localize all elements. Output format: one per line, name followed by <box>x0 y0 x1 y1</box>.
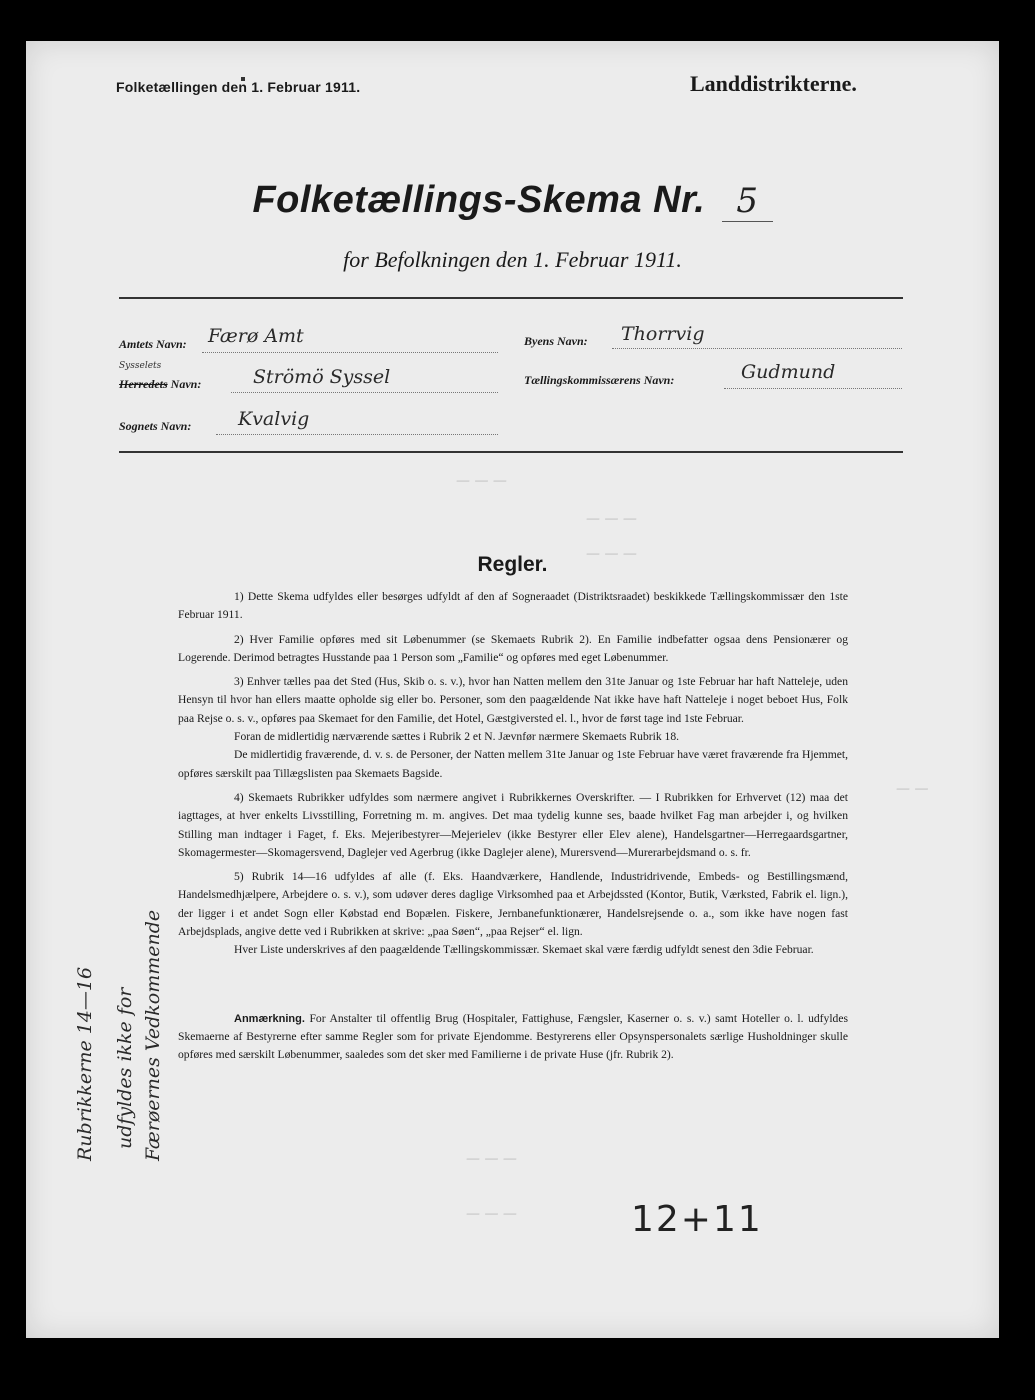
census-form-page <box>26 41 999 1338</box>
bleed-through-mark: — — — <box>586 511 637 527</box>
by-line <box>612 347 902 349</box>
form-title <box>26 179 999 222</box>
bleed-through-mark: — — — <box>466 1151 517 1167</box>
amt-label: Amtets Navn: <box>119 337 187 351</box>
remark-paragraph <box>178 1010 848 1065</box>
rule-paragraph: 2) Hver Familie opføres med sit Løbenummer (se Skemaets Rubrik 2). En Familie indbefatter ogsaa dens Pensionærer og Logerende. Derimod betragtes Husstande paa 1 Person som „Familie“ og opføres med eget Løbenummer. <box>178 632 848 664</box>
remark-label: Anmærkning. <box>234 1012 305 1025</box>
bleed-through-mark: — — — <box>466 1206 517 1222</box>
form-subtitle: for Befolkningen den 1. Februar 1911. <box>343 247 682 272</box>
person-count-note: 12+11 <box>631 1199 763 1240</box>
divider-top <box>119 297 903 299</box>
amt-value: Færø Amt <box>208 325 304 347</box>
bleed-through-mark: — — <box>896 781 929 797</box>
herred-inserted-label: Sysselets <box>119 361 162 371</box>
rule-paragraph: 4) Skemaets Rubrikker udfyldes som nærmere angivet i Rubrikkernes Overskrifter. — I Rubrikken for Erhvervet (12) maa det iagttages, at hver enkelts Livsstilling, Forretning m. m. angives. Det maa tydelig kunne ses, baade hvilket Fag man arbejder i, og hvilken Stilling man indtager i Faget, f. Eks. Mejeribestyrer—Mejerielev (ikke Bestyrer eller Elev alene), Handelsgartner—Herregaardsgartner, Skomagermester—Skomagersvend, Daglejer ved Agerbrug (ikke Daglejer alene), Murersvend—Murerarbejdsmand o. s. fr. <box>178 790 848 859</box>
rule-paragraph: De midlertidig fraværende, d. v. s. de Personer, der Natten mellem 31te Januar og 1ste Februar have været fraværende fra Hjemmet, opføres særskilt paa Tillægslisten paa Skemaets Bagside. <box>178 748 848 780</box>
herred-struck-label: Herredets <box>119 377 168 391</box>
sogn-label: Sognets Navn: <box>119 419 192 433</box>
kommissaer-value: Gudmund <box>741 361 836 383</box>
remark-text: For Anstalter til offentlig Brug (Hospitaler, Fattighuse, Fængsler, Kaserner o. s. v.) samt Hoteller o. l. udfyldes Skemaerne af Bestyrerne efter samme Regler som for private Ejendomme. Bestyrerens eller Opsynspersonalets særlige Husholdninger skulle opføres med særskilt Løbenummer, saaledes som det sker med Familierne i de private Huse (jfr. Rubrik 2). <box>178 1011 848 1062</box>
sogn-line <box>216 433 498 435</box>
rule-paragraph: 1) Dette Skema udfyldes eller besørges udfyldt af den af Sogneraadet (Distriktsraadet) beskikkede Tællingskommissær den 1ste Februar 1911. <box>178 590 848 622</box>
herred-navn-label: Navn: <box>170 377 202 391</box>
herred-label <box>119 377 201 392</box>
divider-bottom <box>119 451 903 453</box>
rules-heading: Regler. <box>477 553 548 576</box>
kommissaer-line <box>724 387 902 389</box>
rule-paragraph: 5) Rubrik 14—16 udfyldes af alle (f. Eks. Haandværkere, Handlende, Industridrivende, Embeds- og Bestillingsmænd, Handelsmedhjælpere, Arbejdere o. s. v.), som udøver deres daglige Virksomhed paa et Arbejdssted (Kontor, Butik, Værksted, Fabrik el. lign.), der ligger i et andet Sogn eller Købstad end Bopælen. Fiskere, Jernbanefunktionærer, Handelsrejsende o. a., som ikke have nogen fast Arbejdsplads, angive dette ved i Rubrikken at skrive: „paa Søen“, „paa Rejser“ el. lign. <box>178 870 848 939</box>
sogn-value: Kvalvig <box>238 408 310 430</box>
kommissaer-label: Tællingskommissærens Navn: <box>524 373 675 387</box>
herred-line <box>231 391 498 393</box>
bleed-through-mark: — — — <box>586 546 637 562</box>
rule-paragraph: Hver Liste underskrives af den paagældende Tællingskommissær. Skemaet skal være færdig udfyldt senest den 3die Februar. <box>234 943 814 957</box>
by-value: Thorrvig <box>621 323 705 345</box>
amt-line <box>202 351 498 353</box>
district-type-header: Landdistrikterne. <box>690 71 857 96</box>
by-label: Byens Navn: <box>524 334 588 348</box>
herred-value: Strömö Syssel <box>253 366 391 388</box>
rules-body <box>178 588 848 1071</box>
form-number: 5 <box>722 181 772 222</box>
margin-note-line-3: Færøernes Vedkommende <box>142 909 164 1161</box>
rule-paragraph: Foran de midlertidig nærværende sættes i Rubrik 2 et N. Jævnfør nærmere Skemaets Rubrik 18. <box>234 730 680 744</box>
margin-note-line-2: udfyldes ikke for <box>114 987 136 1149</box>
form-title-text: Folketællings-Skema Nr. <box>252 179 706 221</box>
bleed-through-mark: — — — <box>456 473 507 489</box>
census-date-header: Folketællingen den 1. Februar 1911. <box>116 79 361 95</box>
margin-note-line-1: Rubrikkerne 14—16 <box>74 966 96 1161</box>
rule-paragraph: 3) Enhver tælles paa det Sted (Hus, Skib o. s. v.), hvor han Natten mellem den 31te Januar og 1ste Februar har haft Natteleje, uden Hensyn til hvor han ellers maatte opholde sig eller bo. Personer, som den paagældende Nat ikke have haft Natteleje i noget beboet Hus, Folk paa Rejse o. s. v., opføres paa Skemaet for den Familie, det Hotel, Gæstgiversted el. l., hvor de først tage ind 1ste Februar. <box>178 675 848 725</box>
